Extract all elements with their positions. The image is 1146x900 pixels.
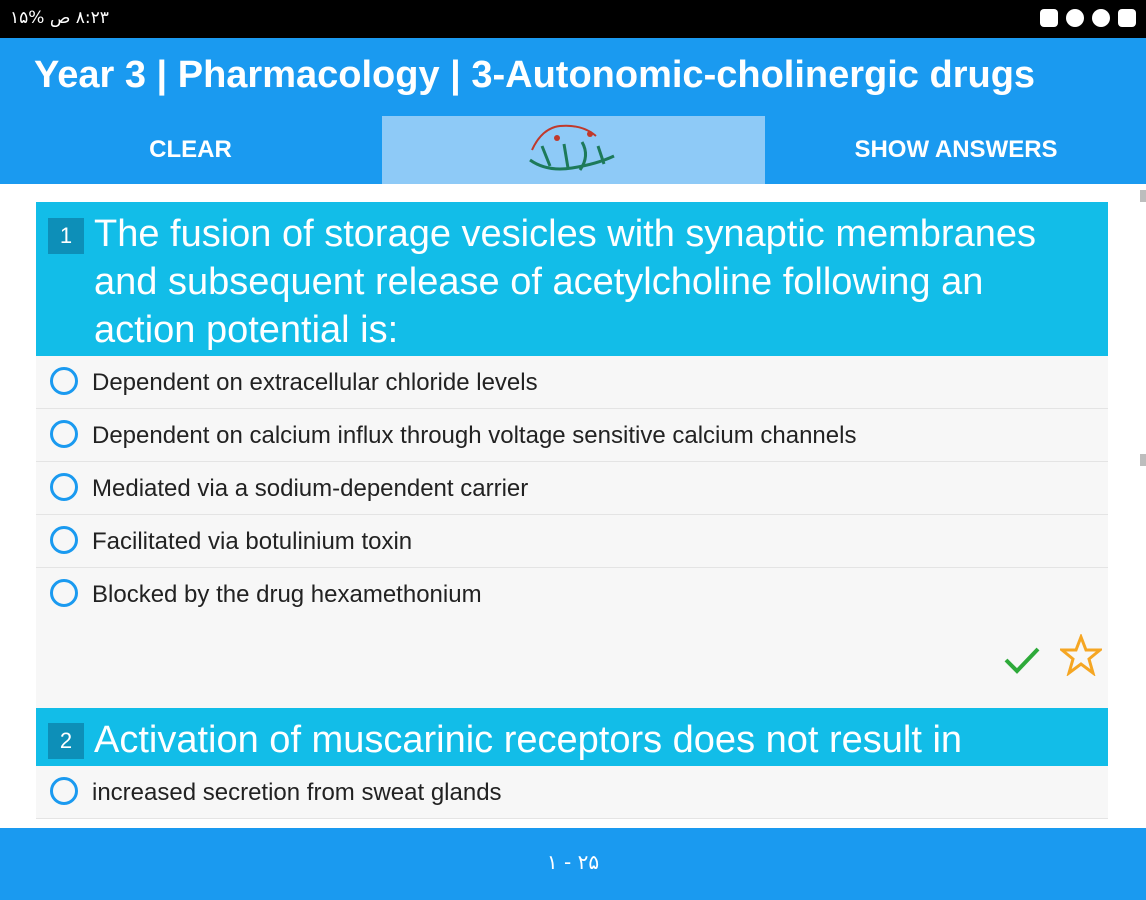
answer-option[interactable] xyxy=(36,356,1108,409)
scrollbar-top[interactable] xyxy=(1140,190,1146,202)
radio-button[interactable] xyxy=(50,526,78,554)
answer-option[interactable] xyxy=(36,515,1108,568)
show-answers-button[interactable]: SHOW ANSWERS xyxy=(854,136,1058,163)
answer-option[interactable] xyxy=(36,568,1108,620)
page-title: Year 3 | Pharmacology | 3-Autonomic-cholinergic drugs xyxy=(34,54,1036,96)
radio-button[interactable] xyxy=(50,579,78,607)
status-time-battery xyxy=(10,8,109,28)
calligraphy-logo-icon xyxy=(382,116,765,184)
option-label: Dependent on calcium influx through voltage sensitive calcium channels xyxy=(92,422,857,449)
briefcase-icon xyxy=(1040,9,1058,27)
question-list[interactable] xyxy=(0,184,1146,828)
option-label: increased secretion from sweat glands xyxy=(92,779,502,806)
option-label: Facilitated via botulinium toxin xyxy=(92,528,413,555)
messenger-icon xyxy=(1066,9,1084,27)
question-text: The fusion of storage vesicles with synaptic membranes and subsequent release of acetylcholine following an action potential is: xyxy=(94,213,1036,351)
check-icon[interactable] xyxy=(1000,638,1044,682)
messenger-icon xyxy=(1092,9,1110,27)
answer-option[interactable] xyxy=(36,409,1108,462)
answer-option[interactable] xyxy=(36,766,1108,819)
question-header xyxy=(36,202,1108,356)
question-text: Activation of muscarinic receptors does not result in xyxy=(94,719,963,761)
status-bar xyxy=(0,0,1146,38)
radio-button[interactable] xyxy=(50,367,78,395)
gallery-icon xyxy=(1118,9,1136,27)
bottom-bar xyxy=(0,828,1146,900)
question-number: 1 xyxy=(48,218,84,254)
answer-option[interactable] xyxy=(36,462,1108,515)
page-indicator: ۱ - ۲۵ xyxy=(546,850,600,874)
clear-button[interactable]: CLEAR xyxy=(149,136,232,163)
scrollbar-thumb[interactable] xyxy=(1140,454,1146,466)
notification-icons xyxy=(1040,9,1136,27)
star-icon[interactable] xyxy=(1060,634,1102,676)
toolbar xyxy=(0,116,1146,184)
option-label: Blocked by the drug hexamethonium xyxy=(92,581,482,608)
question-card xyxy=(36,202,1108,708)
option-label: Mediated via a sodium-dependent carrier xyxy=(92,475,529,502)
question-card xyxy=(36,708,1108,819)
question-actions xyxy=(36,620,1108,708)
option-label: Dependent on extracellular chloride levels xyxy=(92,369,538,396)
radio-button[interactable] xyxy=(50,777,78,805)
radio-button[interactable] xyxy=(50,420,78,448)
logo-tab[interactable] xyxy=(382,116,765,184)
battery-level: %۱۵ xyxy=(10,8,45,28)
question-header xyxy=(36,708,1108,766)
question-number: 2 xyxy=(48,723,84,759)
radio-button[interactable] xyxy=(50,473,78,501)
app-bar xyxy=(0,38,1146,116)
status-time: ۸:۲۳ ص xyxy=(49,8,109,28)
